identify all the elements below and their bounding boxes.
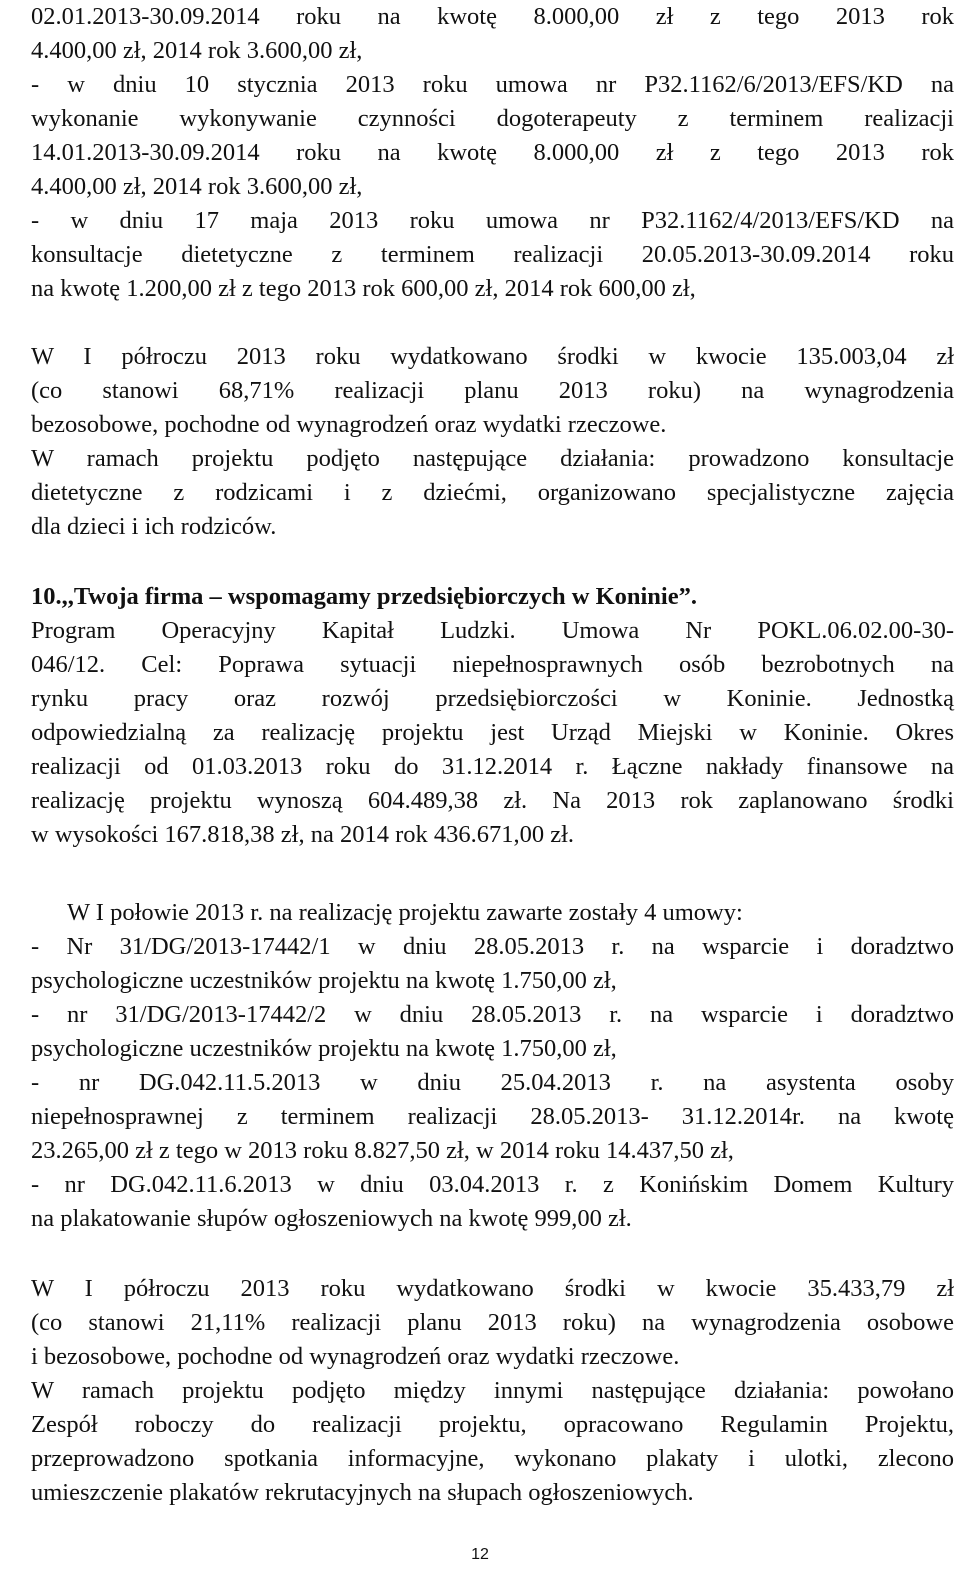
text-line: - Nr 31/DG/2013-17442/1 w dniu 28.05.2013 r. na wsparcie i doradztwo [31,933,954,960]
text-line: rynku pracy oraz rozwój przedsiębiorczości w Koninie. Jednostką [31,685,954,712]
text-line: W ramach projektu podjęto następujące działania: prowadzono konsultacje [31,445,954,472]
text-line: - w dniu 17 maja 2013 roku umowa nr P32.1162/4/2013/EFS/KD na [31,207,954,234]
text-line: 046/12. Cel: Poprawa sytuacji niepełnosprawnych osób bezrobotnych na [31,651,954,678]
text-line: W I połowie 2013 r. na realizację projektu zawarte zostały 4 umowy: [67,899,743,926]
text-line: (co stanowi 21,11% realizacji planu 2013 roku) na wynagrodzenia osobowe [31,1309,954,1336]
text-line: 4.400,00 zł, 2014 rok 3.600,00 zł, [31,173,363,200]
text-line: 02.01.2013-30.09.2014 roku na kwotę 8.000,00 zł z tego 2013 rok [31,3,954,30]
text-line: (co stanowi 68,71% realizacji planu 2013 roku) na wynagrodzenia [31,377,954,404]
text-line: na kwotę 1.200,00 zł z tego 2013 rok 600,00 zł, 2014 rok 600,00 zł, [31,275,696,302]
text-line: odpowiedzialną za realizację projektu jest Urząd Miejski w Koninie. Okres [31,719,954,746]
text-line: 23.265,00 zł z tego w 2013 roku 8.827,50 zł, w 2014 roku 14.437,50 zł, [31,1137,734,1164]
text-line: psychologiczne uczestników projektu na kwotę 1.750,00 zł, [31,1035,617,1062]
text-line: - nr DG.042.11.6.2013 w dniu 03.04.2013 r. z Konińskim Domem Kultury [31,1171,954,1198]
text-line: w wysokości 167.818,38 zł, na 2014 rok 436.671,00 zł. [31,821,575,848]
text-line: wykonanie wykonywanie czynności dogoterapeuty z terminem realizacji [31,105,954,132]
text-line: umieszczenie plakatów rekrutacyjnych na słupach ogłoszeniowych. [31,1479,694,1506]
text-line: 4.400,00 zł, 2014 rok 3.600,00 zł, [31,37,363,64]
text-line: W I półroczu 2013 roku wydatkowano środki w kwocie 35.433,79 zł [31,1275,954,1302]
text-line: psychologiczne uczestników projektu na kwotę 1.750,00 zł, [31,967,617,994]
text-line: konsultacje dietetyczne z terminem realizacji 20.05.2013-30.09.2014 roku [31,241,954,268]
text-line: - nr 31/DG/2013-17442/2 w dniu 28.05.2013 r. na wsparcie i doradztwo [31,1001,954,1028]
text-line: niepełnosprawnej z terminem realizacji 28.05.2013- 31.12.2014r. na kwotę [31,1103,954,1130]
page-number: 12 [471,1546,489,1563]
text-line: - w dniu 10 stycznia 2013 roku umowa nr P32.1162/6/2013/EFS/KD na [31,71,954,98]
text-line: W ramach projektu podjęto między innymi następujące działania: powołano [31,1377,954,1404]
text-line: Zespół roboczy do realizacji projektu, opracowano Regulamin Projektu, [31,1411,954,1438]
text-line: realizacji od 01.03.2013 roku do 31.12.2014 r. Łączne nakłady finansowe na [31,753,954,780]
text-line: Program Operacyjny Kapitał Ludzki. Umowa Nr POKL.06.02.00-30- [31,617,954,644]
text-line: przeprowadzono spotkania informacyjne, wykonano plakaty i ulotki, zlecono [31,1445,954,1472]
text-line: realizację projektu wynoszą 604.489,38 zł. Na 2013 rok zaplanowano środki [31,787,954,814]
section-heading: 10.,,Twoja firma – wspomagamy przedsiębiorczych w Koninie”. [31,583,697,610]
text-line: 14.01.2013-30.09.2014 roku na kwotę 8.000,00 zł z tego 2013 rok [31,139,954,166]
text-line: - nr DG.042.11.5.2013 w dniu 25.04.2013 r. na asystenta osoby [31,1069,954,1096]
text-line: bezosobowe, pochodne od wynagrodzeń oraz wydatki rzeczowe. [31,411,667,438]
text-line: dla dzieci i ich rodziców. [31,513,277,540]
text-line: na plakatowanie słupów ogłoszeniowych na kwotę 999,00 zł. [31,1205,632,1232]
text-line: i bezosobowe, pochodne od wynagrodzeń oraz wydatki rzeczowe. [31,1343,680,1370]
text-line: dietetyczne z rodzicami i z dziećmi, organizowano specjalistyczne zajęcia [31,479,954,506]
text-line: W I półroczu 2013 roku wydatkowano środki w kwocie 135.003,04 zł [31,343,954,370]
